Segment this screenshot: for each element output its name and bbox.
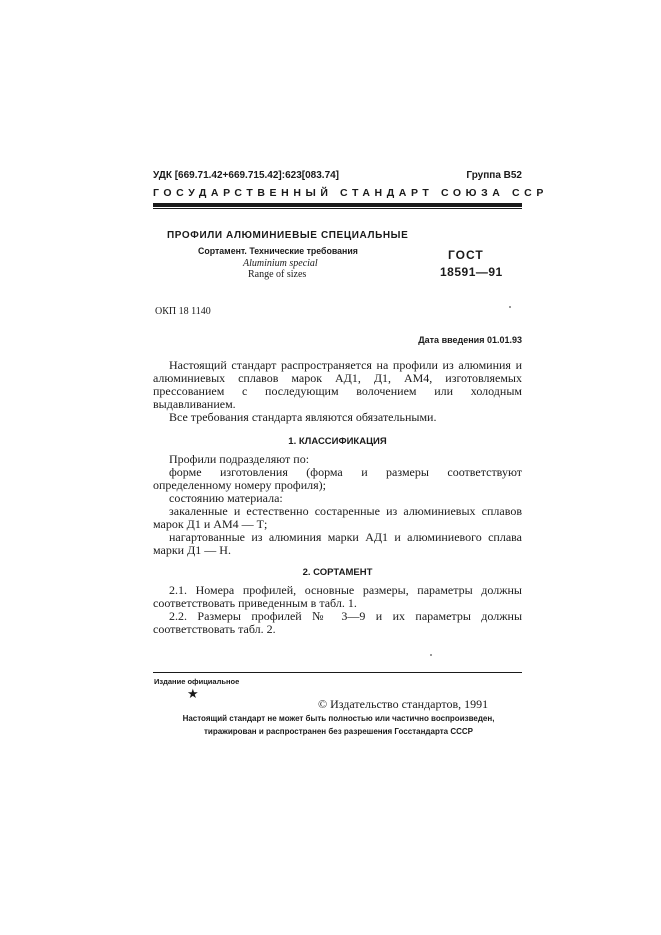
document-title: ПРОФИЛИ АЛЮМИНИЕВЫЕ СПЕЦИАЛЬНЫЕ	[167, 230, 409, 241]
intro-paragraph: Настоящий стандарт распространяется на профили из алюминия и алюминиевых сплавов марок АД1, Д1, АМ4, изготовляемых прессованием с последующим волочением или холодным выдавливанием.	[153, 358, 522, 411]
introduction-date: Дата введения 01.01.93	[418, 335, 522, 345]
star-icon: ★	[187, 686, 199, 701]
section-2-paragraph-1: 2.1. Номера профилей, основные размеры, параметры должны соответствовать приведенным в табл. 1.	[153, 583, 522, 610]
scan-speck	[509, 306, 511, 308]
section-1-line-2: форме изготовления (форма и размеры соответствуют определенному номеру профиля);	[153, 465, 522, 492]
footer-rule	[153, 672, 522, 673]
section-1-line-3: состоянию материала:	[169, 491, 283, 505]
section-1-heading: 1. КЛАССИФИКАЦИЯ	[288, 436, 387, 447]
section-1-line-5: нагартованные из алюминия марки АД1 и алюминиевого сплава марки Д1 — Н.	[153, 530, 522, 557]
copyright-line: © Издательство стандартов, 1991	[318, 697, 489, 711]
english-title: Aluminium special	[243, 258, 318, 269]
section-1-line-4: закаленные и естественно состаренные из алюминиевых сплавов марок Д1 и АМ4 — Т;	[153, 504, 522, 531]
section-1-line-1: Профили подразделяют по:	[169, 452, 310, 466]
reproduction-notice-line-2: тиражирован и распространен без разрешения Госстандарта СССР	[204, 727, 473, 736]
intro-mandatory: Все требования стандарта являются обязательными.	[169, 410, 437, 424]
okp-code: ОКП 18 1140	[155, 306, 211, 317]
header-rule-thin	[153, 208, 522, 209]
official-edition-label: Издание официальное	[154, 677, 240, 686]
section-2-heading: 2. СОРТАМЕНТ	[302, 567, 373, 578]
header-rule-thick	[153, 203, 522, 207]
document-subtitle: Сортамент. Технические требования	[198, 246, 358, 256]
group-code: Группа В52	[466, 170, 522, 181]
section-2-paragraph-2: 2.2. Размеры профилей № 3—9 и их параметры должны соответствовать табл. 2.	[153, 609, 522, 636]
gost-label: ГОСТ	[448, 248, 484, 262]
reproduction-notice-line-1: Настоящий стандарт не может быть полностью или частично воспроизведен,	[182, 714, 495, 723]
english-subtitle: Range of sizes	[248, 269, 307, 280]
gost-number: 18591—91	[440, 265, 503, 279]
state-standard-line: ГОСУДАРСТВЕННЫЙ СТАНДАРТ СОЮЗА ССР	[153, 187, 548, 199]
udk-code: УДК [669.71.42+669.715.42]:623[083.74]	[153, 170, 340, 181]
scan-speck	[430, 654, 432, 656]
